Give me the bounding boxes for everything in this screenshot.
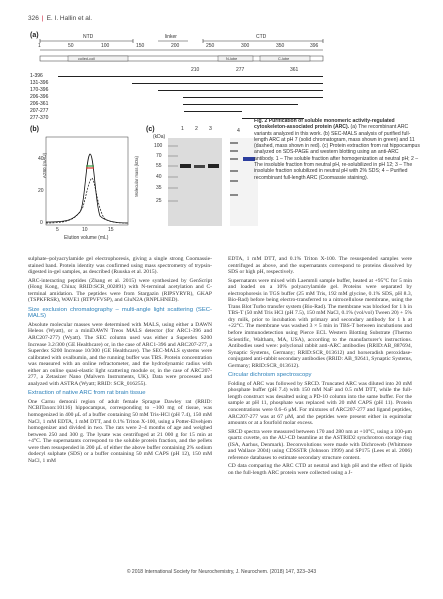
section-heading: Extraction of native ARC from rat brain tissue [28,390,146,397]
paragraph: One Carnu demonii region of adult female Sprague Dawley rat (RRID: NCBITaxon:10116) hippocampus, corresponding to ~100 mg of tissue, was homogenized in 400 μL of a buffer containing 50 mM Tris-HCl (pH 7.4), 150 mM NaCl, 1 mM EDTA, 1 mM DTT, and 0.1% Triton X-100, using a Potter-Elvehjem homogenizer and divided in two. The rats were 2–4 months of age and weighed between 250 and 300 g. The lysate was centrifuged at 21 000 g for 15 min at +4°C. The supernatants correspond to the soluble protein fraction, and the pellets were then resuspended in 200 μL of either the above buffer containing 2% sodium dodecyl sulphate (SDS) or a buffer containing 50 mM CAPS (pH 12), 150 mM NaCl, 1 mM [28,398,212,464]
construct-label: 1-396 [30,73,43,79]
domain-ctd: CTD [256,34,267,40]
panel-b-y2label: Molecular mass (kDa) [133,156,139,197]
mw-marker: 25 [156,198,162,204]
subdomain-n-lobe: N-lobe [226,57,238,61]
caption-text: (a) The recombinant ARC variants analyzed in this work. (b) SEC-MALS analysis of purified full-length ARC at pH 7 (solid chromatogram, mass shown in green) and 11 (dashed, mass shown in red). (c) Protein extraction from rat hippocampus analyzed on SDS-PAGE and western blotting using an anti-ARC antibody. 1 – The soluble fraction after homogenization at neutral pH; 2 – The insoluble fraction from neutral pH, re-solubilized in pH 12; 3 – The insoluble fraction solubilized in neutral pH with 2% SDS; 4 – Purified recombinant full-length ARC (Coomassie staining). [254,124,420,181]
domain-ntd: NTD [83,34,94,40]
figure-caption [254,118,420,181]
scale-tick-100: 100 [101,43,110,49]
construct-label: 170-396 [30,87,49,93]
marker-277: 277 [236,67,245,73]
paragraph: Supernatants were mixed with Laemmli sample buffer, heated at +95°C for 5 min and loaded on a 10% polyacrylamide gel. Proteins were separated by electrophoresis in TGS buffer (25 mM Tris, 192 mM glycine, 0.1% SDS, pH 8.3, Bio-Rad) before being electro-transferred to a nitrocellulose membrane, using the Trans Blot Turbo transfer system (Bio-Rad). The membrane was blocked for 1 h in TBS-T (50 mM Tris HCl (pH 7.5), 150 mM NaCl, 0.1% (vol/vol) Tween 20) + 5% dry milk, prior to incubation with primary and secondary antibody for 1 h at +22°C. The membrane was washed 3 × 5 min in TBS-T between incubations and before immunodetection using Pierce ECL Western Blotting Substrate (Thermo Scientific, Waltham, MA, USA), according to the manufacturer's instructions. Antibodies used were: polyclonal rabbit anti-ARC antibodies (RRID:AB_887694, Synaptic Systems, Germany; RRID:SCR_013612) and horseradish peroxidase-conjugated anti-rabbit secondary antibodies (RRID: AB_92641, Synaptic Systems, Germany; RRID:SCR_013612). [228,277,412,369]
construct-bar [158,90,323,91]
panel-c-unit: (kDa) [153,134,166,140]
paragraph: sulphate–polyacrylamide gel electrophoresis, giving a single strong Coomassie-stained band. Protein identity was confirmed using mass spectrometry of trypsin-digested in-gel samples, as described (Ruuska et al. 2015). [28,256,212,276]
scale-tick-150: 150 [136,43,145,49]
page-number: 326 [28,15,39,22]
running-header: 326 | E. I. Hallin et al. [28,15,93,22]
construct-label: 131-396 [30,80,49,86]
panel-a-label: (a) [30,32,39,39]
scale-tick-396: 396 [310,43,319,49]
scale-tick-250: 250 [206,43,215,49]
panel-b-ytick: 20 [38,188,44,194]
construct-bar [183,97,323,98]
mw-marker: 70 [156,153,162,159]
authors: E. I. Hallin et al. [46,15,93,22]
paragraph: Folding of ARC was followed by SRCD. Truncated ARC was diluted into 20 mM phosphate buffer (pH 7.4) with 150 mM NaF and 0.5 mM DTT, while the full-length construct was desalted using a PD-10 column into the same buffer. For the sample at pH 11, phosphate was replaced with 20 mM CAPS (pH 11). Protein concentrations were 0.6–6 μM. For mixtures of ARC207-277 and ligand peptides, ARC207-277 was at 67 μM, and the peptides were present either in equimolar amounts or at a fourfold molar excess. [228,380,412,427]
panel-b-xtick: 10 [82,227,88,233]
panel-b-ytick: 40 [38,156,44,162]
scale-tick-50: 50 [68,43,74,49]
panel-c-gel [166,136,266,236]
panel-b-ytick: 0 [40,220,43,226]
construct-label: 206-361 [30,101,49,107]
paragraph: ARC-interacting peptides (Zhang et al. 2015) were synthesized by GenScript (Hong Kong, China; RRID:SCR_002891) with N-terminal acetylation and C-terminal amidation. The peptides were from Stargazin (RIPSYRYR), GKAP (TSPKFRSR), WAVE1 (RTPVFVSP), and GluN2A (RNPLHNED). [28,277,212,304]
footer: © 2018 International Society for Neurochemistry, J. Neurochem. (2018) 147, 323–343 [126,569,317,575]
scale-tick-200: 200 [171,43,180,49]
figure-2 [28,28,420,250]
lane-label-2: 2 [195,126,198,132]
domain-linker: linker [165,34,177,40]
construct-label: 207-277 [30,108,49,114]
subdomain-coiled-coil: coiled-coil [78,57,95,61]
scale-tick-350: 350 [276,43,285,49]
scale-tick-300: 300 [241,43,250,49]
left-column [28,256,212,466]
panel-c-label: (c) [146,126,155,133]
panel-b-xlabel: Elution volume (mL) [64,235,109,241]
mw-marker: 35 [156,185,162,191]
marker-361: 361 [290,67,299,73]
panel-b-ylabel: A280 (mAU) [42,152,48,179]
construct-label: 206-396 [30,94,49,100]
section-heading: Size exclusion chromatography – multi-angle light scattering (SEC-MALS) [28,306,212,320]
paragraph: CD data comparing the ARC CTD at neutral and high pH and the effect of lipids on the full-length ARC protein were collected using a J- [228,463,412,476]
construct-label: 277-370 [30,115,49,121]
panel-b-label: (b) [30,126,39,133]
section-heading: Circular dichroism spectroscopy [228,372,312,379]
right-column [228,256,412,479]
marker-210: 210 [191,67,200,73]
construct-bar [132,83,323,84]
mw-marker: 55 [156,163,162,169]
scale-tick-1: 1 [38,43,41,49]
mw-marker: 100 [154,143,163,149]
construct-bar [58,76,323,77]
paragraph: EDTA, 1 mM DTT, and 0.1% Triton X-100. The resuspended samples were centrifuged as above, and the supernatants correspond to proteins dissolved by SDS or high pH, respectively. [228,256,412,276]
construct-bar [184,111,242,112]
lane-label-3: 3 [209,126,212,132]
subdomain-c-lobe: C-lobe [278,57,290,61]
construct-bar [183,104,298,105]
paragraph: Absolute molecular masses were determined with MALS, using either a DAWN Heleos (Wyatt), or a miniDAWN Treos MALS detector (for ARC1-396 and ARC207-277) (Wyatt). The SEC column used was either a Superdex S200 Increase 3.2/300 (GE Healthcare) or, in the case of ARC1-396 and ARC207-277, a Superdex S200 Increase 10/300 (GE Healthcare). The SEC-MALS systems were calibrated with ovalbumin, and the running buffer was TBS. Protein concentration was measured with an online refractometer, and the hydrodynamic radius with either an online quasi-elastic light scattering module or, in the case of ARC207-277, a Zetasizer Nano (Malvern Instruments, UK). Data were processed and analyzed with ASTRA (Wyatt; RRID: SCR_016255). [28,321,212,387]
caption-title: Fig. 2 Purification of soluble monomeric activity-regulated cytoskeleton-associated protein (ARC). [254,118,395,131]
lane-label-4: 4 [237,128,240,134]
panel-b-xtick: 5 [56,227,59,233]
panel-b-xtick: 15 [108,227,114,233]
lane-label-1: 1 [181,126,184,132]
paragraph: SRCD spectra were measured between 170 and 280 nm at +10°C, using a 100-μm quartz cuvette, on the AU-CD beamline at the ASTRID2 synchrotron storage ring (ISA, Aarhus, Denmark). Deconvolutions were made with Dichroweb (Whitmore and Wallace 2004) using CDSSTR (Johnson 1999) and SP175 (Lees et al. 2006) reference databases to estimate secondary structure content. [228,428,412,461]
mw-marker: 40 [156,174,162,180]
